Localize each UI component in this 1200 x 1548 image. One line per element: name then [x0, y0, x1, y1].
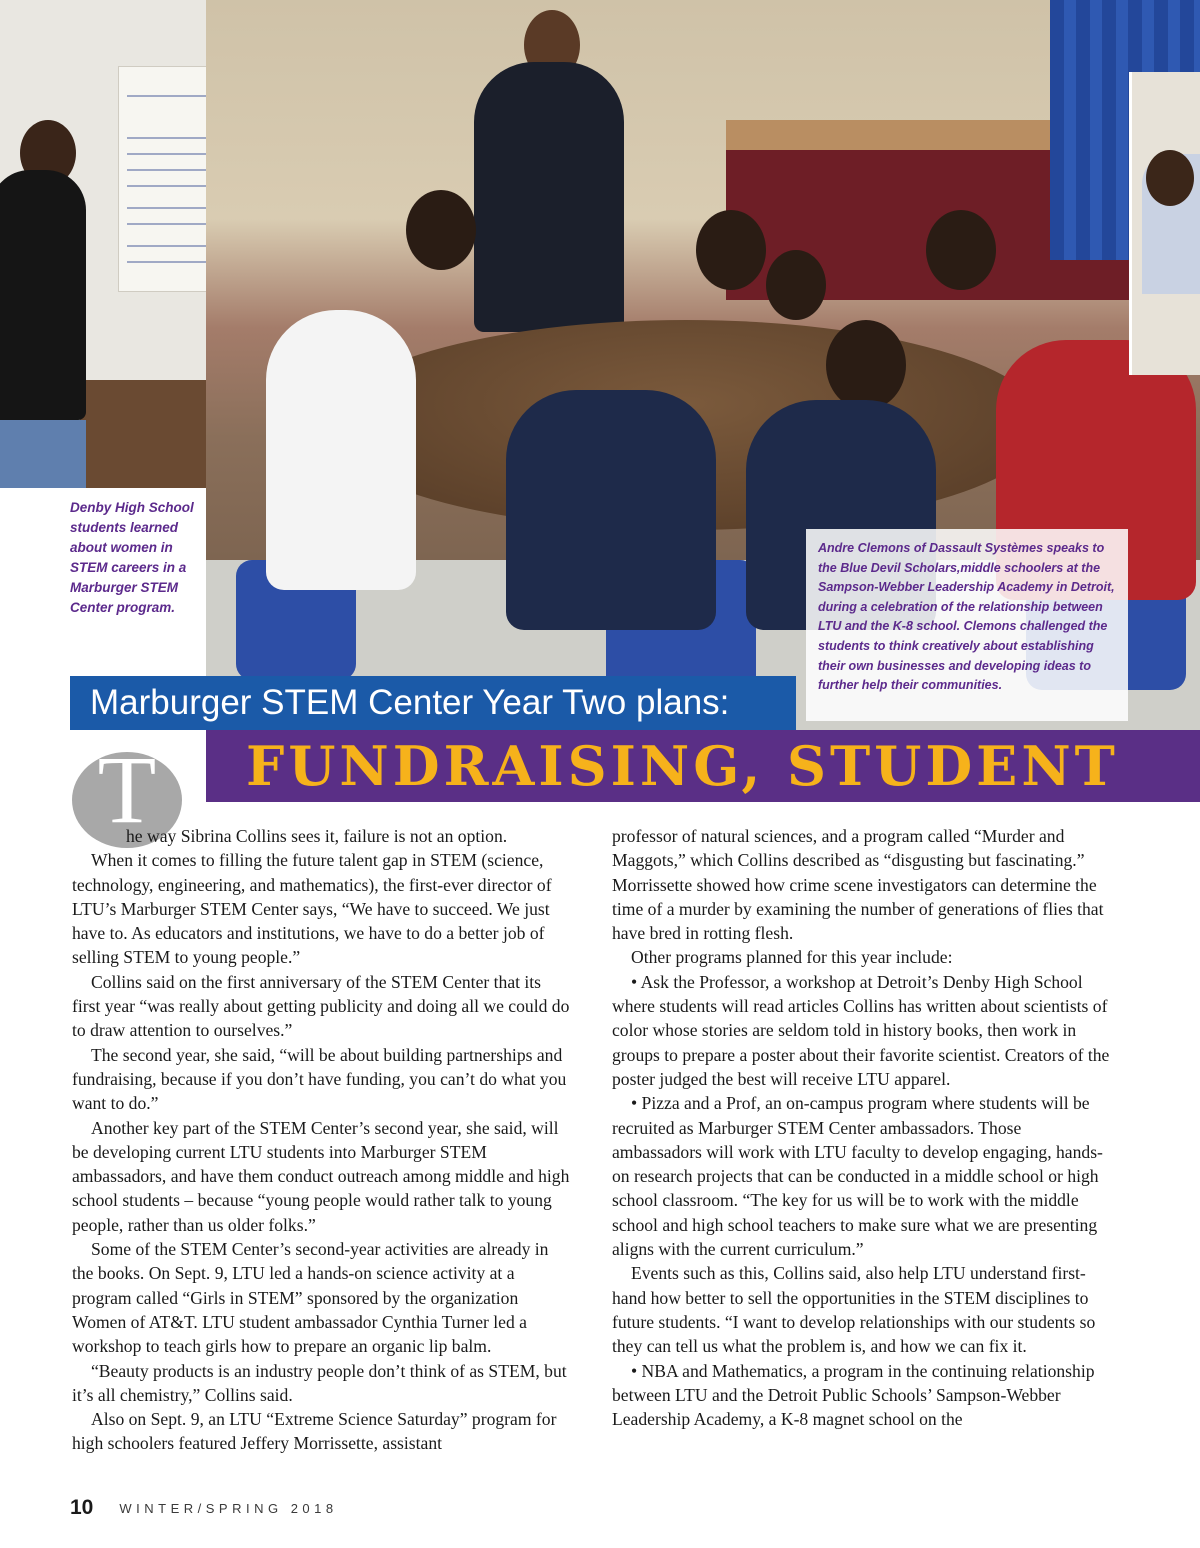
photo-caption-right: Andre Clemons of Dassault Systèmes speaks to the Blue Devil Scholars,middle schoolers at the Sampson-Webber Leadership Academy in Detroit, during a celebration of the relationship between LTU and the K-8 school. Clemons challenged the students to think creatively about establishing their own businesses and developing ideas to further help their communities. [806, 529, 1128, 721]
paragraph: Also on Sept. 9, an LTU “Extreme Science Saturday” program for high schoolers featured Jeffery Morrissette, assistant [72, 1409, 557, 1454]
page-number: 10 [70, 1496, 94, 1519]
student-jeans [0, 420, 86, 488]
photo-caption-left: Denby High School students learned about women in STEM careers in a Marburger STEM Center program. [70, 500, 194, 615]
student-figure [266, 310, 416, 590]
paragraph: Another key part of the STEM Center’s second year, she said, will be developing current LTU students into Marburger STEM ambassadors, and have them conduct outreach among middle and high school students – because “young people would rather talk to young people, rather than us older folks.” [72, 1117, 570, 1235]
left-photo [0, 0, 206, 488]
paragraph: When it comes to filling the future talent gap in STEM (science, technology, engineering, and mathematics), the first-ever director of LTU’s Marburger STEM Center says, “We have to succeed. We just have to. As educators and institutions, we have to do a better job of selling STEM to young people.” [72, 850, 552, 968]
paragraph: • Pizza and a Prof, an on-campus program where students will be recruited as Marburger STEM Center ambassadors. Those ambassadors will work with LTU faculty to develop engaging, hands-on research projects that can be conducted in a middle school or high school classroom. “The key for us will be to work with the middle school and high school teachers to make sure what we are presenting aligns with the current curriculum.” [612, 1093, 1103, 1260]
student-head [696, 210, 766, 290]
speaker-figure [474, 62, 624, 332]
teacher-head [1146, 150, 1194, 206]
paragraph: Other programs planned for this year include: [631, 947, 953, 968]
paragraph: The second year, she said, “will be about building partnerships and fundraising, because if you don’t have funding, you can’t do what you want to do.” [72, 1044, 567, 1114]
desk [80, 380, 206, 488]
right-photo [1129, 72, 1200, 375]
student-figure [506, 390, 716, 630]
headline-line1: Marburger STEM Center Year Two plans: [70, 676, 796, 730]
article-column-right [612, 824, 1112, 1431]
paragraph: • Ask the Professor, a workshop at Detroit’s Denby High School where students will read articles Collins has written about scientists of color whose stories are seldom told in history books, then work in groups to prepare a poster about their favorite scientist. Creators of the poster judged the best will receive LTU apparel. [612, 971, 1110, 1089]
page-footer [70, 1496, 338, 1520]
issue-label: WINTER/SPRING 2018 [119, 1500, 338, 1516]
poster-paper [118, 66, 206, 292]
student-head [766, 250, 826, 320]
paragraph: Events such as this, Collins said, also help LTU understand first-hand how better to sell the opportunities in the STEM disciplines to future students. “I want to develop relationships with our students so they can tell us what the problem is, and how we can fix it. [612, 1263, 1096, 1357]
student-head [406, 190, 476, 270]
dropcap-letter: T [97, 736, 157, 843]
student-head [826, 320, 906, 410]
paragraph: Collins said on the first anniversary of the STEM Center that its first year “was really about getting publicity and doing all we could do to draw attention to ourselves.” [72, 971, 570, 1041]
headline-line2: FUNDRAISING, STUDENT [206, 730, 1200, 802]
paragraph: he way Sibrina Collins sees it, failure is not an option. [126, 826, 508, 846]
paragraph: “Beauty products is an industry people don’t think of as STEM, but it’s all chemistry,” Collins said. [72, 1360, 567, 1405]
paragraph: Some of the STEM Center’s second-year activities are already in the books. On Sept. 9, LTU led a hands-on science activity at a program called “Girls in STEM” sponsored by the organization Women of AT&T. LTU student ambassador Cynthia Turner led a workshop to teach girls how to prepare an organic lip balm. [72, 1239, 549, 1357]
paragraph: professor of natural sciences, and a program called “Murder and Maggots,” which Collins described as “disgusting but fascinating.” Morrissette showed how crime scene investigators can determine the time of a murder by examining the number of generations of flies that have bred in rotting flesh. [612, 826, 1104, 944]
article-column-left [72, 824, 572, 1456]
student-head [926, 210, 996, 290]
paragraph: • NBA and Mathematics, a program in the continuing relationship between LTU and the Detroit Public Schools’ Sampson-Webber Leadership Academy, a K-8 magnet school on the [612, 1360, 1095, 1430]
student-figure [0, 170, 86, 420]
